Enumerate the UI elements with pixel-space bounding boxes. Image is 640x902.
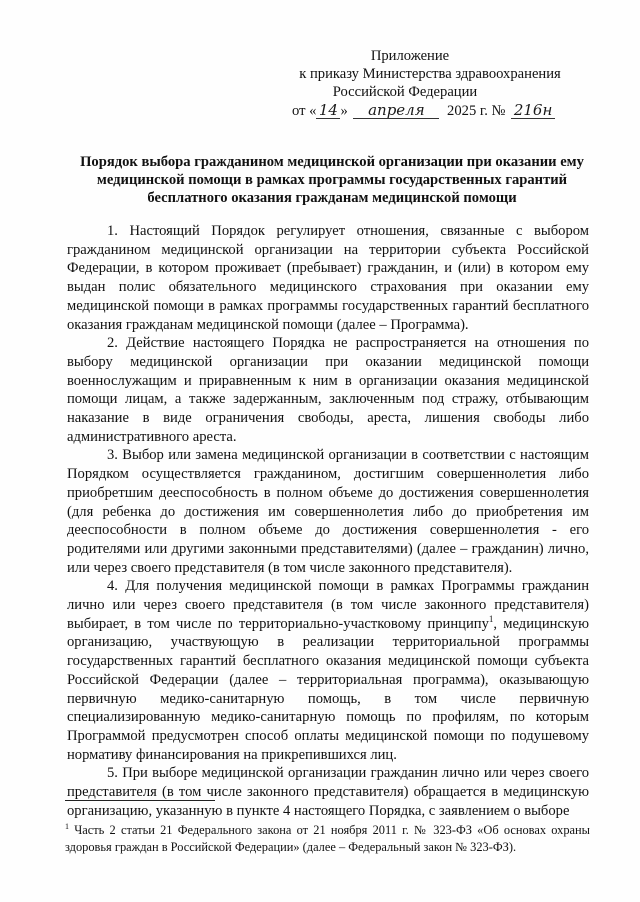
document-title: Порядок выбора гражданином медицинской организации при оказании ему медицинской помощи в рамках программы государственных гарантий бесплатного оказания гражданам медицинской помощи xyxy=(80,154,584,206)
paragraph-5: 5. При выборе медицинской организации гражданин лично или через своего представителя (в том числе законного представителя) обращается в медицинскую организацию, указанную в пункте 4 настоящего Порядка, с заявлением о выборе xyxy=(67,765,589,819)
footnote xyxy=(65,822,590,856)
document-body xyxy=(67,222,589,821)
paragraph-1: 1. Настоящий Порядок регулирует отношения, связанные с выбором гражданином медицинской организации на территории субъекта Российской Федерации, в котором проживает (пребывает) гражданин, и (или) в котором ему выдан полис обязательного медицинского страхования при оказании ему медицинской помощи в рамках программы государственных гарантий бесплатного оказания гражданам медицинской помощи (далее – Программа). xyxy=(67,223,589,333)
paragraph-4-part-1: 4. Для получения медицинской помощи в рамках Программы гражданин лично или через своего представителя (в том числе законного представителя) выбирает, в том числе по территориально-участковому принципу xyxy=(67,578,589,632)
footnote-reference: 1 xyxy=(488,613,494,624)
year-and-number-label: 2025 г. № xyxy=(447,103,506,119)
footnote-marker: 1 xyxy=(65,822,69,831)
paragraph-3: 3. Выбор или замена медицинской организации в соответствии с настоящим Порядком осуществляется гражданином, достигшим совершеннолетия либо приобретшим дееспособность в полном объеме до достижения совершеннолетия (для ребенка до достижения им совершеннолетия либо до приобретения им дееспособности в полном объеме до достижения совершеннолетия - его родителями или другими законными представителями) (далее – гражданин) лично, или через своего представителя (в том числе законного представителя). xyxy=(67,447,589,576)
date-close-quote: » xyxy=(340,103,348,119)
annex-header xyxy=(280,47,580,120)
handwritten-order-number: 216н xyxy=(511,103,555,119)
handwritten-month: апреля xyxy=(353,103,439,119)
order-date-line xyxy=(280,102,580,120)
footnote-divider xyxy=(65,800,215,801)
country-name: Российской Федерации xyxy=(332,84,478,100)
paragraph-4 xyxy=(67,577,589,764)
footnote-text: Часть 2 статьи 21 Федерального закона от 21 ноября 2011 г. № 323-ФЗ «Об основах охраны здоровья граждан в Российской Федерации» (далее – Федеральный закон № 323-ФЗ). xyxy=(65,823,590,854)
paragraph-4-part-2: , медицинскую организацию, участвующую в реализации территориальной программы государственных гарантий бесплатного оказания медицинской помощи субъекта Российской Федерации (далее – территориальная программа), оказывающую первичную медико-санитарную помощь, в том числе первичную специализированную медико-санитарную помощь по профилям, по которым Программой предусмотрен способ оплаты медицинской помощи по подушевому нормативу финансирования на прикрепившихся лиц. xyxy=(67,615,589,763)
order-reference: к приказу Министерства здравоохранения xyxy=(299,66,561,82)
handwritten-day: 14 xyxy=(316,103,340,119)
date-prefix: от « xyxy=(292,103,317,119)
annex-label: Приложение xyxy=(370,48,450,64)
paragraph-2: 2. Действие настоящего Порядка не распространяется на отношения по выбору медицинской организации при оказании медицинской помощи военнослужащим и приравненным к ним в организации оказания медицинской помощи лицам, а также задержанным, заключенным под стражу, отбывающим наказание в виде ограничения свободы, ареста, лишения свободы либо административного ареста. xyxy=(67,335,589,445)
